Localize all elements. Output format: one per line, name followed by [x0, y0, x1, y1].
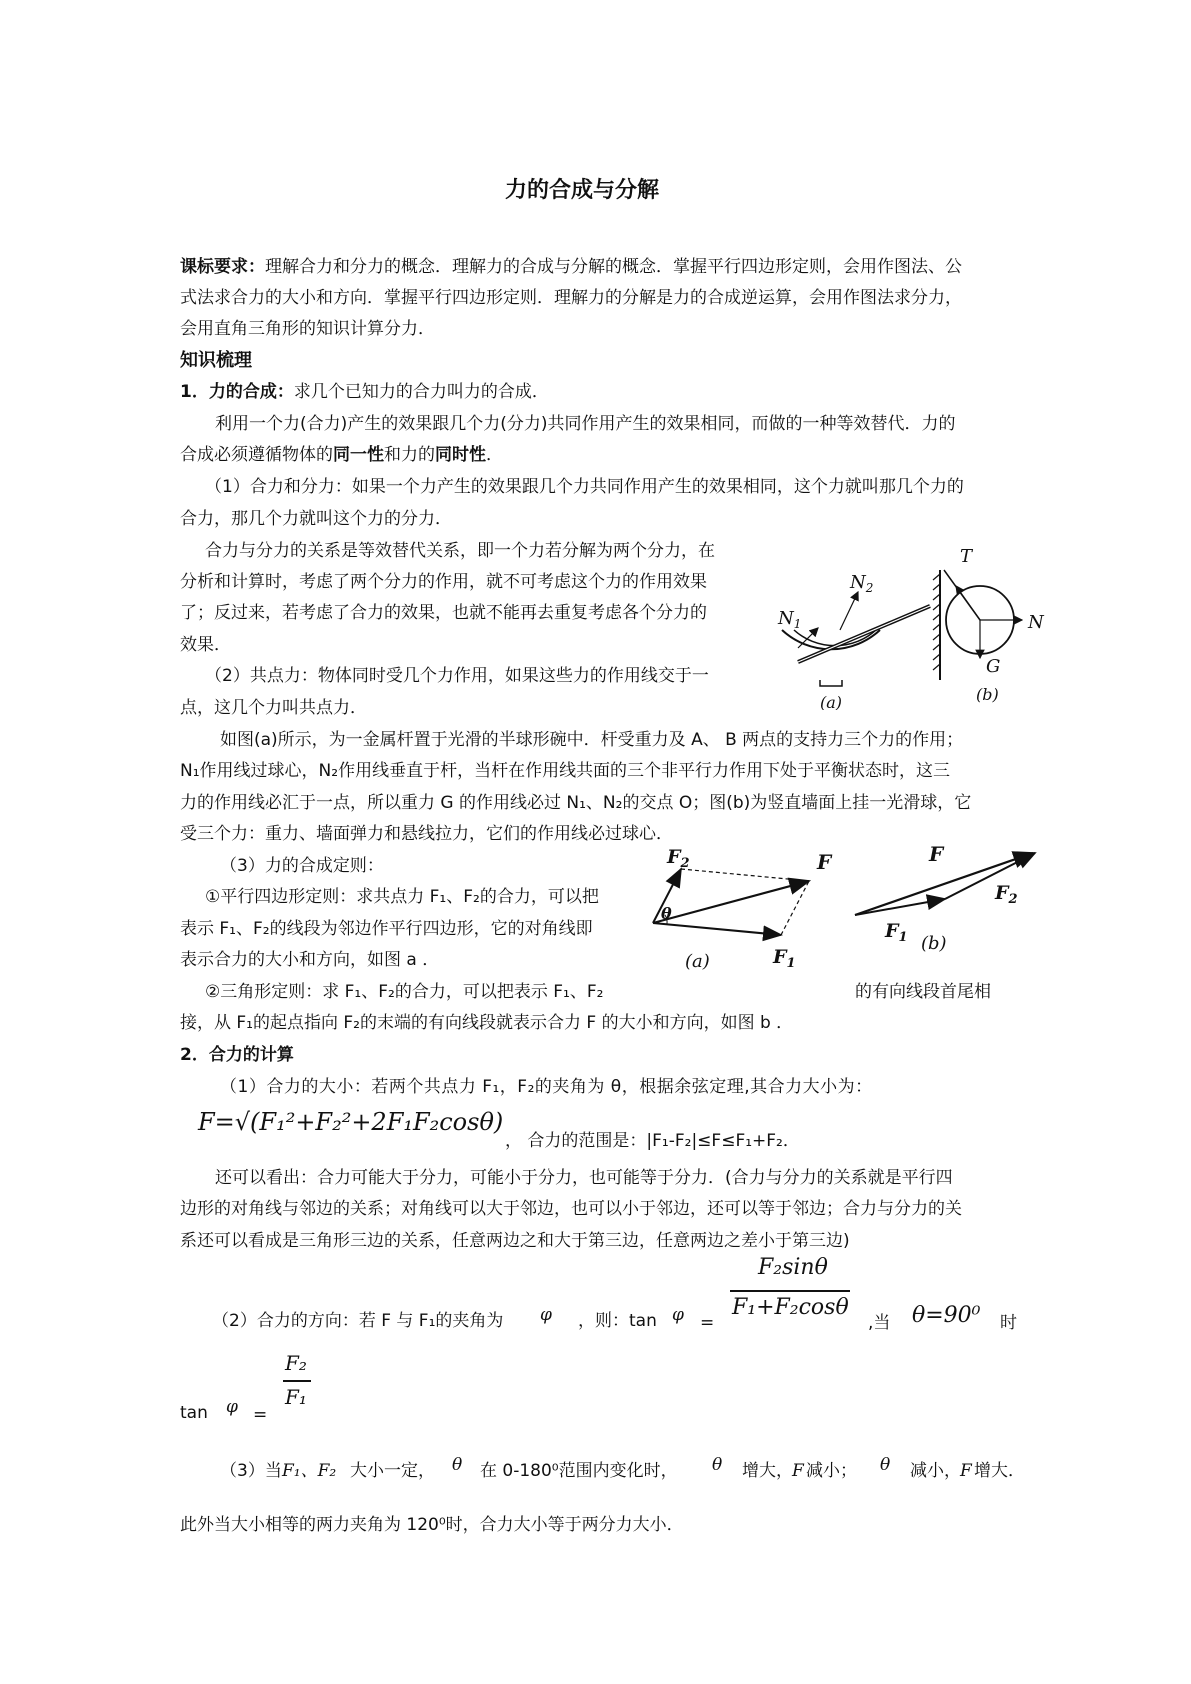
- requirements-line-3: 会用直角三角形的知识计算分力．: [180, 319, 435, 339]
- label-n2: $N_2$: [850, 572, 874, 595]
- s2-p3-c: 增大，: [742, 1461, 793, 1481]
- s2-p3-d: 减小；: [806, 1461, 857, 1481]
- tri-f1-arrow: [855, 899, 945, 915]
- s2-p3-a: 大小一定，: [350, 1461, 435, 1481]
- s1-p1-line1: 利用一个力(合力)产生的效果跟几个力(分力)共同作用产生的效果相同，而做的一种等效替代．力的: [215, 414, 956, 434]
- s2-theta-1: θ: [452, 1455, 463, 1475]
- force-t-arrow: [956, 586, 980, 620]
- force-n2-arrow: [840, 592, 858, 630]
- s2-p3-f: F₁、F₂: [282, 1461, 337, 1481]
- s1-sub2-line1: （2）共点力：物体同时受几个力作用，如果这些力的作用线交于一: [205, 666, 709, 686]
- requirements-label: 课标要求：: [180, 257, 265, 277]
- label-theta: θ: [661, 904, 672, 923]
- label-n: N: [1028, 612, 1044, 633]
- section-heading: 知识梳理: [180, 350, 252, 371]
- s1-sub1-line2: 合力，那几个力就叫这个力的分力．: [180, 509, 452, 529]
- s2-frac-den: F₁+F₂cosθ: [732, 1295, 849, 1320]
- s2-eq-1: =: [700, 1313, 715, 1333]
- s2-frac2-den: F₁: [285, 1385, 307, 1409]
- s1-rel-line3: 了；反过来，若考虑了合力的效果，也就不能再去重复考虑各个分力的: [180, 603, 707, 623]
- s2-p3-g: 增大．: [974, 1461, 1025, 1481]
- s2-obs-line2: 边形的对角线与邻边的关系；对角线可以大于邻边，也可以小于邻边，还可以等于邻边；合力与分力的关: [180, 1199, 962, 1219]
- s1-p1-line2: [180, 444, 503, 466]
- label-para-f: F: [817, 850, 832, 874]
- s2-frac-bar: [730, 1290, 850, 1292]
- s2-obs-line1: 还可以看出：合力可能大于分力，可能小于分力，也可能等于分力．(合力与分力的关系就是平行四: [215, 1168, 953, 1188]
- requirements-line-1: [180, 256, 962, 278]
- s1-sub1-line1: （1）合力和分力：如果一个力产生的效果跟几个力共同作用产生的效果相同，这个力就叫那几个力的: [205, 477, 964, 497]
- label-tri-f: F: [929, 843, 944, 866]
- caption-para-a: (a): [685, 951, 710, 972]
- s1-p1-bold2: 同时性: [435, 445, 486, 465]
- s2-tan: tan: [180, 1403, 208, 1423]
- s1-sub2-line2: 点，这几个力叫共点力．: [180, 698, 367, 718]
- s1-para-line3: 表示合力的大小和方向，如图 a ．: [180, 950, 440, 970]
- caption-tri-b: (b): [921, 933, 947, 954]
- s2-phi-2: φ: [672, 1305, 684, 1325]
- figure-bowl-and-ball: [760, 540, 1060, 710]
- s1-p1-pre: 合成必须遵循物体的: [180, 445, 333, 465]
- s2-theta-2: θ: [712, 1455, 723, 1475]
- s2-frac2-num: F₂: [285, 1351, 307, 1375]
- s2-phi-1: φ: [540, 1305, 552, 1325]
- s1-fig-line1: 如图(a)所示，为一金属杆置于光滑的半球形碗中．杆受重力及 A、 B 两点的支持力三个力的作用；: [220, 730, 964, 750]
- page-title: 力的合成与分解: [505, 178, 660, 203]
- s2-when: ,当: [868, 1313, 891, 1333]
- s1-tri-line1: ②三角形定则：求 F₁、F₂的合力，可以把表示 F₁、F₂: [205, 982, 604, 1002]
- s1-para-line1: ①平行四边形定则：求共点力 F₁、F₂的合力，可以把: [205, 887, 599, 907]
- figure-force-composition: [645, 843, 1045, 978]
- s2-p3-f-sym-1: F: [792, 1461, 804, 1481]
- s2-phi-3: φ: [226, 1397, 238, 1417]
- s2-obs-line3: 系还可以看成是三角形三边的关系，任意两边之和大于第三边，任意两边之差小于第三边): [180, 1231, 850, 1251]
- s2-theta-3: θ: [880, 1455, 891, 1475]
- requirements-text: 理解合力和分力的概念．理解力的合成与分解的概念．掌握平行四边形定则，会用作图法、公: [265, 257, 962, 277]
- s1-fig-line3: 力的作用线必汇于一点，所以重力 G 的作用线必过 N₁、N₂的交点 O；图(b)为竖直墙面上挂一光滑球，它: [180, 793, 972, 813]
- para-dash-right: [781, 881, 809, 935]
- caption-a: (a): [820, 693, 843, 710]
- caption-b: (b): [976, 685, 999, 704]
- s2-p3-e: 减小，: [910, 1461, 961, 1481]
- s2-eq-2: =: [253, 1405, 268, 1425]
- label-tri-f2: $F_2$: [995, 882, 1018, 907]
- s1-p1-bold1: 同一性: [333, 445, 384, 465]
- s1-rel-line1: 合力与分力的关系是等效替代关系，即一个力若分解为两个分力，在: [205, 541, 715, 561]
- para-f-arrow: [653, 881, 809, 923]
- s1-fig-line2: N₁作用线过球心，N₂作用线垂直于杆，当杆在作用线共面的三个非平行力作用下处于平衡状态时，这三: [180, 761, 951, 781]
- label-para-f1: $F_1$: [773, 946, 796, 971]
- tri-f2-arrow: [945, 853, 1035, 899]
- s2-frac2-bar: [283, 1380, 311, 1382]
- para-f1-arrow: [653, 923, 781, 935]
- s2-range: ， 合力的范围是：|F₁-F₂|≤F≤F₁+F₂．: [505, 1131, 800, 1151]
- s1-para-line2: 表示 F₁、F₂的线段为邻边作平行四边形，它的对角线即: [180, 919, 593, 939]
- bowl-base: [820, 680, 842, 686]
- label-n1: $N_1$: [778, 608, 802, 631]
- s1-sub3: （3）力的合成定则：: [220, 856, 384, 876]
- label-para-f2: $F_2$: [667, 846, 690, 871]
- s2-p3-f-sym-2: F: [960, 1461, 972, 1481]
- s1-heading: 1．力的合成: [180, 382, 277, 402]
- s1-rel-line2: 分析和计算时，考虑了两个分力的作用，就不可考虑这个力的作用效果: [180, 572, 707, 592]
- s1-heading-line: [180, 381, 549, 403]
- s2-theta-eq: θ=90⁰: [912, 1303, 981, 1328]
- s2-formula: F=√(F₁²+F₂²+2F₁F₂cosθ): [198, 1108, 504, 1136]
- rod-inner: [798, 606, 930, 662]
- s1-rel-line4: 效果．: [180, 635, 231, 655]
- label-t: T: [960, 546, 973, 567]
- s2-p3-pre: （3）当: [220, 1461, 282, 1481]
- label-tri-f1: $F_1$: [885, 920, 908, 945]
- s2-dir-then: ，则：tan: [578, 1311, 657, 1331]
- s1-heading-colon: ：: [276, 382, 294, 402]
- s1-tri-line1-end: 的有向线段首尾相: [855, 982, 991, 1002]
- wall-hatch: [933, 574, 940, 670]
- s2-p3-b: 在 0-180⁰范围内变化时，: [480, 1461, 678, 1481]
- s1-p1-end: ．: [486, 445, 503, 465]
- requirements-line-2: 式法求合力的大小和方向．掌握平行四边形定则．理解力的分解是力的合成逆运算，会用作图法求分力，: [180, 288, 962, 308]
- s1-tri-line2: 接，从 F₁的起点指向 F₂的末端的有向线段就表示合力 F 的大小和方向，如图 b ．: [180, 1013, 794, 1033]
- s2-dir-pre: （2）合力的方向：若 F 与 F₁的夹角为: [212, 1311, 504, 1331]
- s2-heading: 2．合力的计算: [180, 1045, 294, 1065]
- s2-mag-line: （1）合力的大小：若两个共点力 F₁，F₂的夹角为 θ，根据余弦定理,其合力大小为：: [220, 1077, 873, 1097]
- s2-last: 此外当大小相等的两力夹角为 120⁰时，合力大小等于两分力大小．: [180, 1515, 684, 1535]
- s1-p1-mid: 和力的: [384, 445, 435, 465]
- para-dash-top: [681, 869, 809, 881]
- s2-shi: 时: [1000, 1313, 1017, 1333]
- s2-frac-num: F₂sinθ: [758, 1255, 828, 1280]
- label-g: G: [986, 656, 1001, 677]
- s1-definition: 求几个已知力的合力叫力的合成．: [293, 382, 549, 402]
- s1-fig-line4: 受三个力：重力、墙面弹力和悬线拉力，它们的作用线必过球心．: [180, 824, 673, 844]
